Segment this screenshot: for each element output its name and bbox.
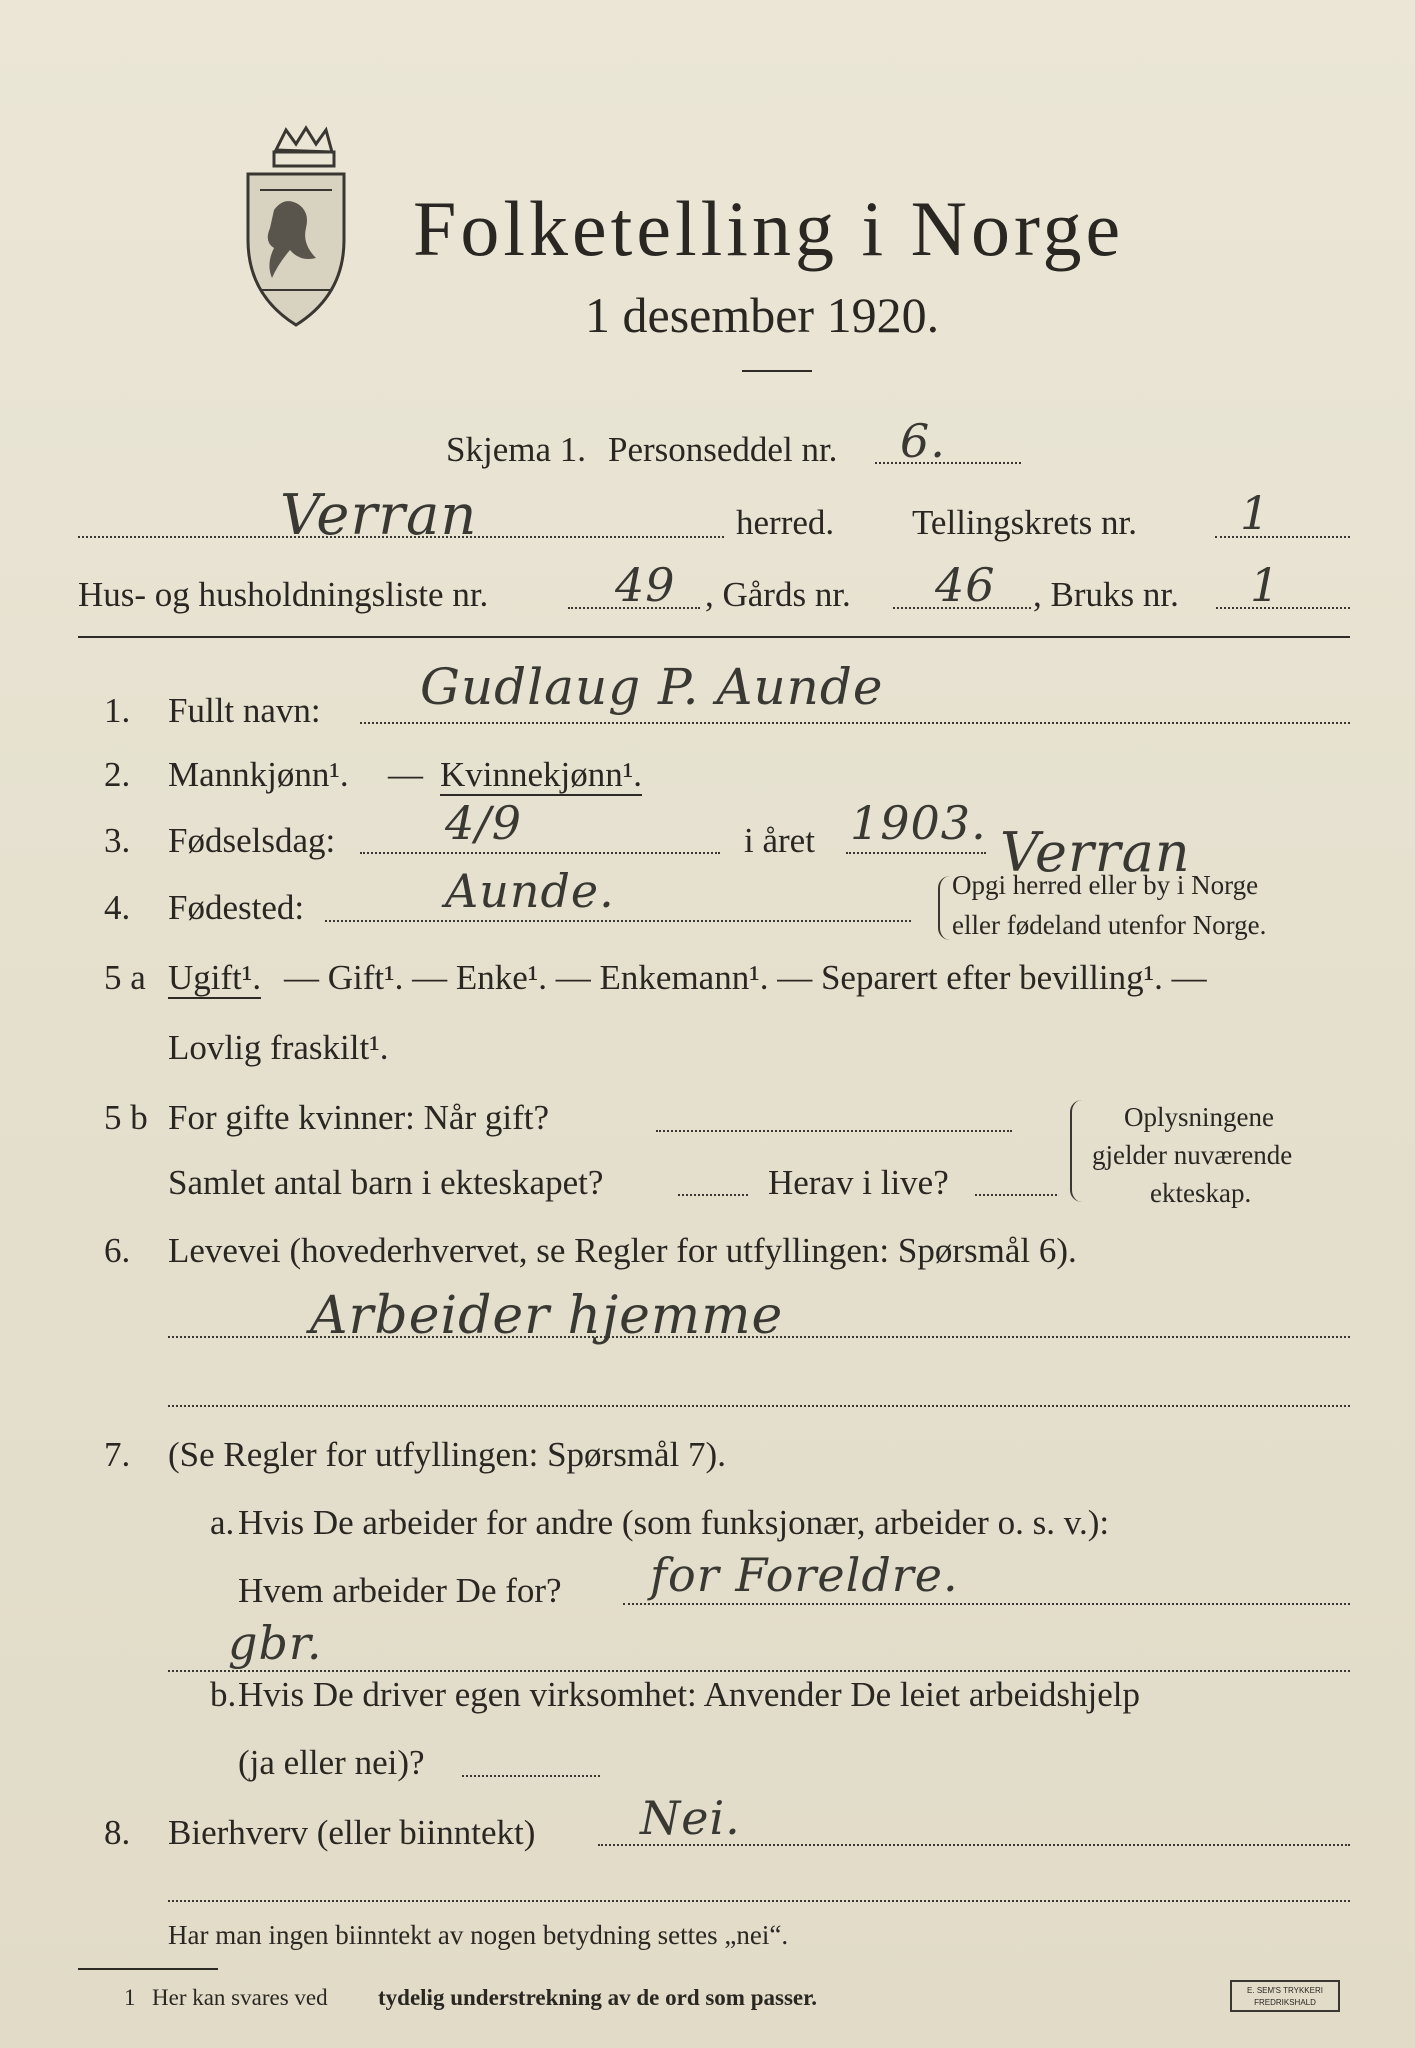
q2-male: Mannkjønn¹. [168, 755, 349, 794]
q2-number: 2. [104, 755, 131, 794]
q8-value[interactable]: Nei. [640, 1791, 741, 1845]
q3-label: Fødselsdag: [168, 821, 336, 860]
q5b-label3: Herav i live? [768, 1163, 949, 1202]
q6-line2 [168, 1405, 1350, 1407]
q1-value[interactable]: Gudlaug P. Aunde [420, 658, 884, 716]
form-title: Folketelling i Norge [413, 185, 1125, 272]
tellingskrets-label: Tellingskrets nr. [912, 503, 1138, 542]
q5b-note2: gjelder nuværende [1092, 1140, 1293, 1170]
q5b-gift-line [656, 1130, 1012, 1132]
herred-label: herred. [736, 503, 835, 542]
title-divider [742, 370, 812, 372]
footnote-mark: 1 [124, 1985, 136, 2010]
census-date: 1 desember 1920. [585, 287, 940, 343]
q7b-letter: b. [210, 1675, 237, 1714]
q5b-live-line [975, 1194, 1057, 1196]
bruks-line [1216, 607, 1350, 609]
q4-brace [938, 876, 950, 940]
q3-year-label: i året [744, 821, 815, 860]
skjema-label: Skjema 1. [446, 430, 586, 469]
q6-label: Levevei (hovederhvervet, se Regler for utfyllingen: Spørsmål 6). [168, 1231, 1077, 1270]
bruks-label: , Bruks nr. [1033, 575, 1179, 614]
q2-dash: — [388, 755, 423, 794]
q4-note-line2: eller fødeland utenfor Norge. [952, 910, 1267, 940]
q4-label: Fødested: [168, 888, 305, 927]
q5a-line2: Lovlig fraskilt¹. [168, 1028, 389, 1067]
q3-number: 3. [104, 821, 131, 860]
header-rule [78, 636, 1350, 638]
q3-year-value[interactable]: 1903. [850, 796, 987, 850]
q7b-text: Hvis De driver egen virksomhet: Anvender De leiet arbeidshjelp [238, 1675, 1140, 1714]
q3-year-line [846, 852, 986, 854]
q7a-value2[interactable]: gbr. [228, 1616, 323, 1670]
q1-line [360, 722, 1350, 724]
footnote-text2: tydelig understrekning av de ord som passer. [378, 1985, 817, 2010]
q3-day-value[interactable]: 4/9 [445, 796, 523, 850]
bruks-value[interactable]: 1 [1250, 558, 1281, 612]
q4-number: 4. [104, 888, 131, 927]
q7-number: 7. [104, 1435, 131, 1474]
q5b-note1: Oplysningene [1124, 1102, 1274, 1132]
q5b-label1: For gifte kvinner: Når gift? [168, 1098, 550, 1137]
q7a-question: Hvem arbeider De for? [238, 1571, 562, 1610]
q7a-line1 [623, 1603, 1350, 1605]
personseddel-label: Personseddel nr. [608, 430, 838, 469]
q6-number: 6. [104, 1231, 131, 1270]
liste-label: Hus- og husholdningsliste nr. [78, 575, 489, 614]
q5a-number: 5 a [104, 958, 146, 997]
coat-of-arms-logo [236, 120, 356, 330]
stamp-line1: E. SEM'S TRYKKERI [1247, 1986, 1323, 1995]
personseddel-value[interactable]: 6. [900, 414, 946, 468]
personseddel-line [875, 462, 1021, 464]
q7b-question: (ja eller nei)? [238, 1743, 425, 1782]
footnote-rule [78, 1968, 218, 1970]
gards-label: , Gårds nr. [705, 575, 851, 614]
tellingskrets-line [1215, 536, 1350, 538]
gards-value[interactable]: 46 [935, 558, 996, 612]
herred-value[interactable]: Verran [280, 483, 478, 548]
q7-label: (Se Regler for utfyllingen: Spørsmål 7). [168, 1435, 726, 1474]
q4-value[interactable]: Aunde. [445, 864, 615, 918]
q5b-label2: Samlet antal barn i ekteskapet? [168, 1163, 604, 1202]
q7a-letter: a. [210, 1503, 235, 1542]
footnote-text1: Her kan svares ved [152, 1985, 328, 2010]
q7a-value1[interactable]: for Foreldre. [650, 1548, 959, 1602]
q1-number: 1. [104, 691, 131, 730]
q4-note-line1: Opgi herred eller by i Norge [952, 870, 1259, 900]
q8-number: 8. [104, 1813, 131, 1852]
q4-extra-value[interactable]: Verran [1000, 821, 1191, 884]
q1-label: Fullt navn: [168, 691, 321, 730]
q4-line [325, 920, 911, 922]
q7a-text: Hvis De arbeider for andre (som funksjonær, arbeider o. s. v.): [238, 1503, 1110, 1542]
nei-note: Har man ingen biinntekt av nogen betydning settes „nei“. [168, 1920, 789, 1950]
q5b-note3: ekteskap. [1150, 1178, 1252, 1208]
q5a-options: — Gift¹. — Enke¹. — Enkemann¹. — Separert efter bevilling¹. — [284, 958, 1207, 997]
q5b-brace [1070, 1100, 1082, 1202]
q7b-line [462, 1775, 600, 1777]
stamp-line2: FREDRIKSHALD [1254, 1998, 1316, 2007]
q5b-number: 5 b [104, 1098, 148, 1137]
q2-female[interactable]: Kvinnekjønn¹. [440, 755, 643, 794]
q3-day-line [360, 852, 720, 854]
q5a-ugift[interactable]: Ugift¹. [168, 958, 262, 997]
q8-line2 [168, 1900, 1350, 1902]
liste-value[interactable]: 49 [615, 558, 676, 612]
q7a-line2 [168, 1670, 1350, 1672]
q8-label: Bierhverv (eller biinntekt) [168, 1813, 536, 1852]
q5b-barn-line [678, 1194, 748, 1196]
q6-value[interactable]: Arbeider hjemme [310, 1286, 784, 1346]
tellingskrets-value[interactable]: 1 [1240, 486, 1271, 540]
printer-stamp [1230, 1980, 1340, 2012]
